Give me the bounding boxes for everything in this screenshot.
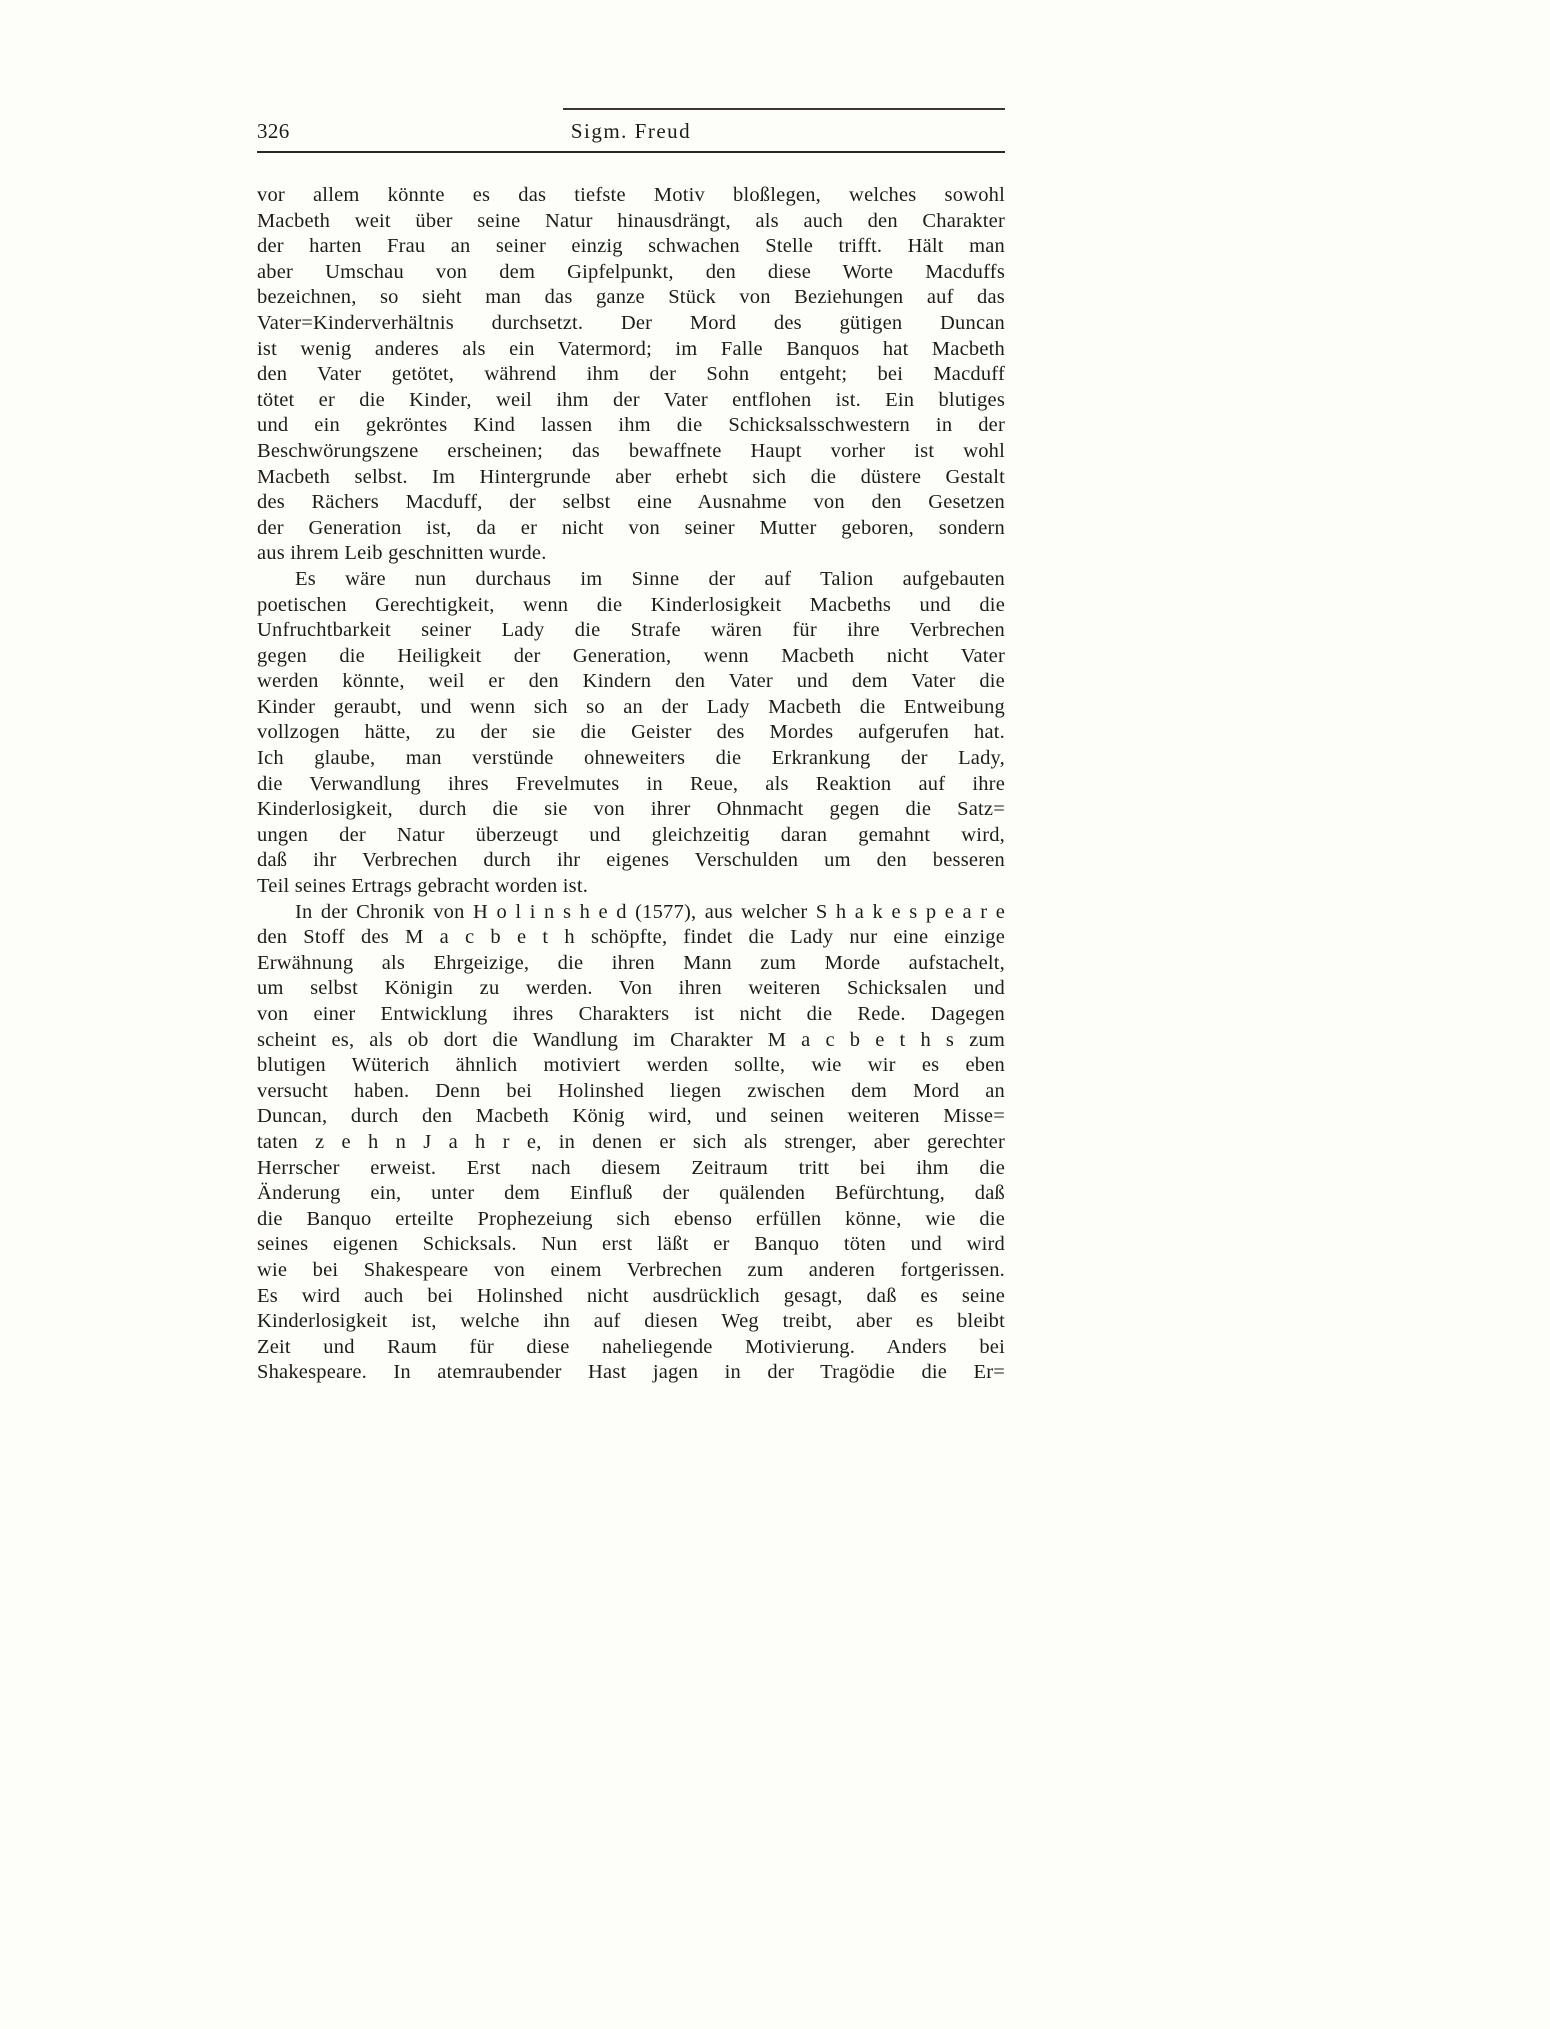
text-line: ungen der Natur überzeugt und gleichzeitig daran gemahnt wird, [257, 823, 1005, 846]
text-line: wie bei Shakespeare von einem Verbrechen zum anderen fortgerissen. [257, 1258, 1005, 1281]
text-line: den Vater getötet, während ihm der Sohn entgeht; bei Macduff [257, 363, 1005, 386]
text-line: gegen die Heiligkeit der Generation, wenn Macbeth nicht Vater [257, 644, 1005, 667]
text-line: poetischen Gerechtigkeit, wenn die Kinderlosigkeit Macbeths und die [257, 593, 1005, 616]
text-line: und ein gekröntes Kind lassen ihm die Schicksalsschwestern in der [257, 414, 1005, 437]
text-line: werden könnte, weil er den Kindern den Vater und dem Vater die [257, 670, 1005, 693]
header-row [257, 115, 1005, 147]
text-line: Es wird auch bei Holinshed nicht ausdrücklich gesagt, daß es seine [257, 1284, 1005, 1307]
text-line: blutigen Wüterich ähnlich motiviert werden sollte, wie wir es eben [257, 1054, 1005, 1077]
text-line: Teil seines Ertrags gebracht worden ist. [257, 875, 589, 898]
text-block [257, 108, 1005, 1386]
paragraph [257, 567, 1005, 900]
text-line: der harten Frau an seiner einzig schwachen Stelle trifft. Hält man [257, 235, 1005, 258]
text-line: aus ihrem Leib geschnitten wurde. [257, 542, 547, 565]
text-line: Kinderlosigkeit, durch die sie von ihrer Ohnmacht gegen die Satz= [257, 798, 1005, 821]
paragraph [257, 183, 1005, 567]
text-line: daß ihr Verbrechen durch ihr eigenes Verschulden um den besseren [257, 849, 1005, 872]
paragraph [257, 900, 1005, 1386]
text-line: Es wäre nun durchaus im Sinne der auf Talion aufgebauten [295, 567, 1005, 590]
text-line: den Stoff des M a c b e t h schöpfte, findet die Lady nur eine einzige [257, 926, 1005, 949]
text-line: In der Chronik von H o l i n s h e d (1577), aus welcher S h a k e s p e a r e [295, 900, 1005, 923]
text-line: um selbst Königin zu werden. Von ihren weiteren Schicksalen und [257, 977, 1005, 1000]
text-line: seines eigenen Schicksals. Nun erst läßt er Banquo töten und wird [257, 1233, 1005, 1256]
text-line: die Banquo erteilte Prophezeiung sich ebenso erfüllen könne, wie die [257, 1207, 1005, 1230]
text-line: Macbeth selbst. Im Hintergrunde aber erhebt sich die düstere Gestalt [257, 465, 1005, 488]
text-line: des Rächers Macduff, der selbst eine Ausnahme von den Gesetzen [257, 491, 1005, 514]
text-line: scheint es, als ob dort die Wandlung im Charakter M a c b e t h s zum [257, 1028, 1005, 1051]
text-line: Ich glaube, man verstünde ohneweiters die Erkrankung der Lady, [257, 747, 1005, 770]
text-line: Änderung ein, unter dem Einfluß der quälenden Befürchtung, daß [257, 1182, 1005, 1205]
running-head: Sigm. Freud [570, 119, 692, 143]
text-line: Unfruchtbarkeit seiner Lady die Strafe wären für ihre Verbrechen [257, 619, 1005, 642]
text-line: Shakespeare. In atemraubender Hast jagen in der Tragödie die Er= [257, 1361, 1005, 1384]
text-line: Vater=Kinderverhältnis durchsetzt. Der Mord des gütigen Duncan [257, 311, 1005, 334]
text-line: von einer Entwicklung ihres Charakters ist nicht die Rede. Dagegen [257, 1003, 1005, 1025]
page-body [257, 183, 1005, 1386]
text-line: aber Umschau von dem Gipfelpunkt, den diese Worte Macduffs [257, 260, 1005, 283]
text-line: taten z e h n J a h r e, in denen er sich als strenger, aber gerechter [257, 1130, 1005, 1153]
text-line: Beschwörungszene erscheinen; das bewaffnete Haupt vorher ist wohl [257, 439, 1005, 462]
text-line: Zeit und Raum für diese naheliegende Motivierung. Anders bei [257, 1335, 1005, 1358]
text-line: Herrscher erweist. Erst nach diesem Zeitraum tritt bei ihm die [257, 1156, 1005, 1179]
text-line: Duncan, durch den Macbeth König wird, und seinen weiteren Misse= [257, 1105, 1005, 1128]
text-line: ist wenig anderes als ein Vatermord; im Falle Banquos hat Macbeth [257, 337, 1005, 360]
text-line: Kinderlosigkeit ist, welche ihn auf diesen Weg treibt, aber es bleibt [257, 1310, 1005, 1333]
text-line: tötet er die Kinder, weil ihm der Vater entflohen ist. Ein blutiges [257, 388, 1005, 411]
text-line: der Generation ist, da er nicht von seiner Mutter geboren, sondern [257, 516, 1005, 539]
text-line: Kinder geraubt, und wenn sich so an der Lady Macbeth die Entweibung [257, 695, 1005, 718]
text-line: Macbeth weit über seine Natur hinausdrängt, als auch den Charakter [257, 209, 1005, 232]
text-line: vor allem könnte es das tiefste Motiv bloßlegen, welches sowohl [257, 184, 1005, 206]
header-rule-bottom [257, 151, 1005, 153]
text-line: die Verwandlung ihres Frevelmutes in Reue, als Reaktion auf ihre [257, 772, 1005, 795]
text-line: Erwähnung als Ehrgeizige, die ihren Mann zum Morde aufstachelt, [257, 951, 1005, 974]
text-line: bezeichnen, so sieht man das ganze Stück von Beziehungen auf das [257, 286, 1005, 309]
header-rule-top [563, 108, 1005, 110]
page-number: 326 [257, 119, 290, 143]
page-header [257, 108, 1005, 153]
text-line: versucht haben. Denn bei Holinshed liegen zwischen dem Mord an [257, 1079, 1005, 1102]
text-line: vollzogen hätte, zu der sie die Geister des Mordes aufgerufen hat. [257, 721, 1005, 744]
